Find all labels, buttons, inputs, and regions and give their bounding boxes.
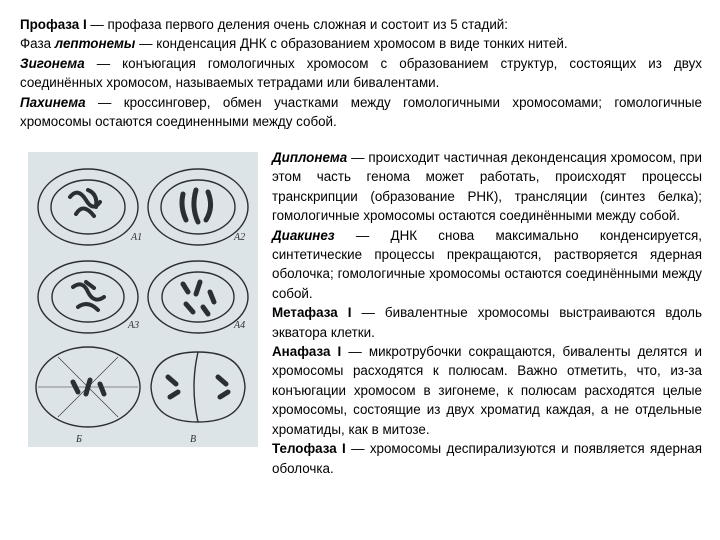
label-a4: А4 <box>234 320 246 331</box>
phases-text <box>272 148 702 478</box>
telophase-desc: — хромосомы деспирализуются и появляется ядерная оболочка. <box>272 441 702 476</box>
prophase-line <box>20 15 702 34</box>
metaphase-desc: — бивалентные хромосомы выстраиваются вдоль экватора клетки. <box>272 305 702 340</box>
pachynema-desc: — кроссинговер, обмен участками между гомологичными хромосомами; гомологичные хромосомы остаются соединенными между собой. <box>20 94 702 130</box>
telophase-term: Телофаза I <box>272 441 346 457</box>
label-a2: А2 <box>234 232 246 243</box>
zygonema-line <box>20 54 702 93</box>
anaphase-term: Анафаза I <box>272 344 342 360</box>
cell-v <box>151 352 245 422</box>
pachynema-term: Пахинема <box>20 94 86 110</box>
label-v: В <box>190 434 197 445</box>
label-b: Б <box>76 434 82 445</box>
diakinesis-desc: — ДНК снова максимально конденсируется, синтетические процессы прекращаются, растворяется ядерная оболочка; гомологичные хромосомы остаются соединёнными между собой. <box>272 227 702 301</box>
anaphase-para <box>272 342 702 439</box>
leptonema-desc: — конденсация ДНК с образованием хромосом в виде тонких нитей. <box>135 36 568 52</box>
intro-text <box>20 15 702 131</box>
meiosis-drawing <box>28 152 258 447</box>
leptonema-prefix: Фаза <box>20 36 55 52</box>
telophase-para <box>272 439 702 478</box>
diakinesis-term: Диакинез <box>272 227 335 243</box>
zygonema-term: Зигонема <box>20 55 85 71</box>
meiosis-figure <box>28 152 258 447</box>
anaphase-desc: — микротрубочки сокращаются, биваленты делятся и хромосомы расходятся к полюсам. Важно отметить, что, из-за конъюгации хромосом в зигонеме, к полюсам расходятся целые хромосомы, состоящие из двух хроматид каждая, а не отдельные хроматиды, как в митозе. <box>272 344 702 437</box>
leptonema-line <box>20 34 702 53</box>
label-a3: А3 <box>128 320 140 331</box>
diakinesis-para <box>272 226 702 304</box>
metaphase-para <box>272 303 702 342</box>
pachynema-line <box>20 93 702 132</box>
cell-b <box>36 347 140 427</box>
leptonema-term: лептонемы <box>54 36 136 52</box>
metaphase-term: Метафаза I <box>272 305 352 321</box>
label-a1: А1 <box>131 232 143 243</box>
prophase-term: Профаза I <box>20 17 87 32</box>
diplonema-term: Диплонема <box>272 150 348 165</box>
cell-a2 <box>148 169 248 245</box>
cell-a3 <box>38 261 138 333</box>
diplonema-para <box>272 148 702 226</box>
prophase-desc: — профаза первого деления очень сложная и состоит из 5 стадий: <box>86 17 508 32</box>
cell-a1 <box>38 169 138 245</box>
diplonema-desc: — происходит частичная деконденсация хромосом, при этом часть генома может работать, происходят процессы транскрипции (образование РНК), трансляции (синтез белка); гомологичные хромосомы остаются соединёнными между собой. <box>272 150 702 224</box>
zygonema-desc: — конъюгация гомологичных хромосом с образованием структур, состоящих из двух соединённых хромосом, называемых тетрадами или бивалентами. <box>20 55 702 91</box>
cell-a4 <box>148 261 248 333</box>
